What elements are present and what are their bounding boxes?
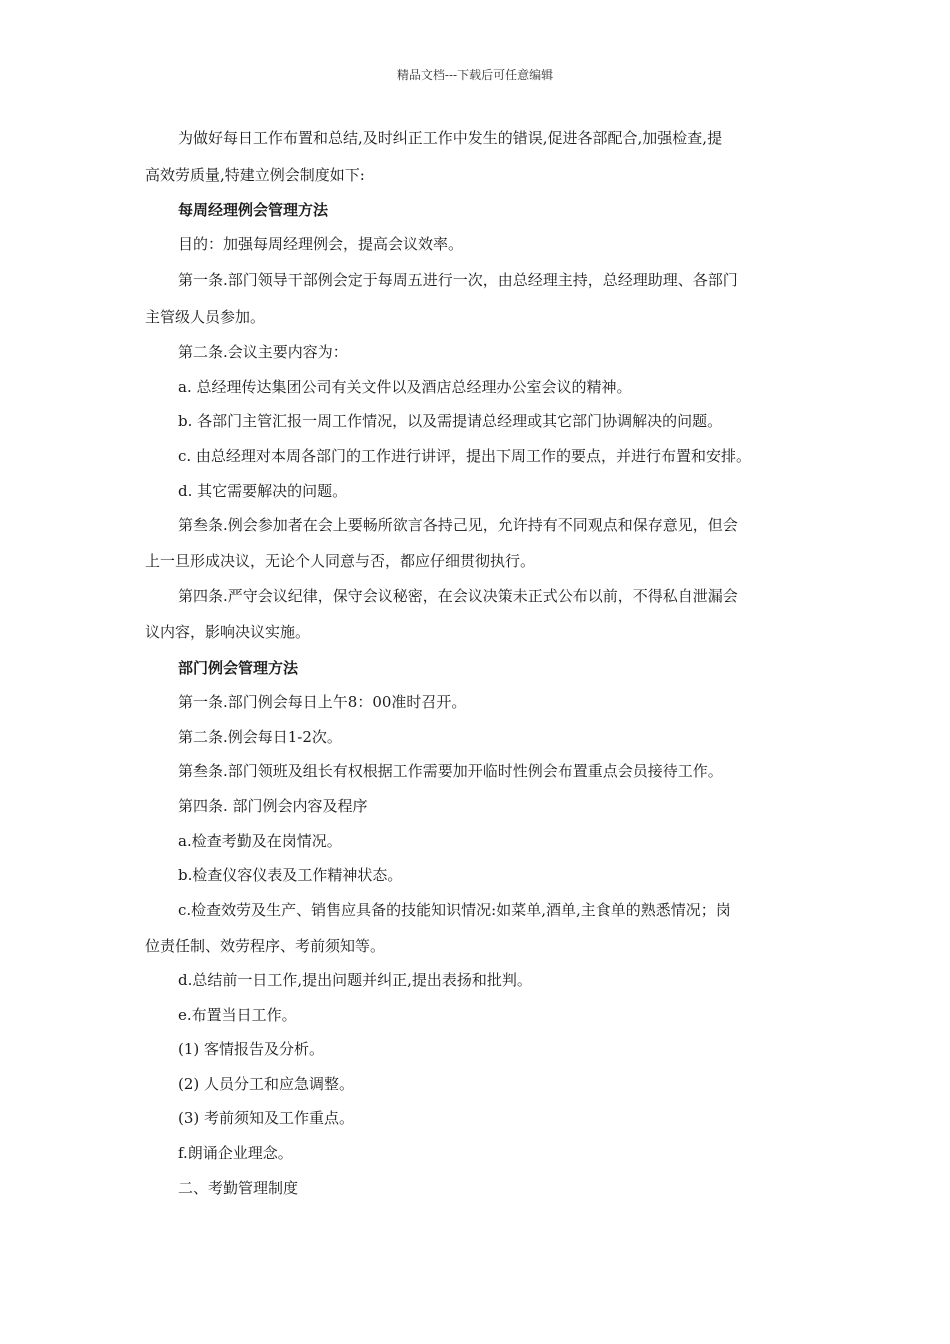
list-item: c.检查效劳及生产、销售应具备的技能知识情况:如菜单,酒单,主食单的熟悉情况；岗	[178, 901, 731, 919]
list-item: (1) 客情报告及分析。	[178, 1040, 325, 1058]
article-line: 议内容，影响决议实施。	[145, 623, 311, 641]
purpose-line: 目的：加强每周经理例会，提高会议效率。	[178, 235, 464, 253]
article-line: 第叁条.例会参加者在会上要畅所欲言各持己见，允许持有不同观点和保存意见，但会	[178, 516, 738, 534]
list-item: (2) 人员分工和应急调整。	[178, 1075, 355, 1093]
list-item: f.朗诵企业理念。	[178, 1144, 293, 1162]
list-item: a.检查考勤及在岗情况。	[178, 832, 342, 850]
list-item: a. 总经理传达集团公司有关文件以及酒店总经理办公室会议的精神。	[178, 378, 632, 396]
page-header: 精品文档---下载后可任意编辑	[396, 68, 554, 82]
section-title-attendance: 二、考勤管理制度	[178, 1179, 299, 1197]
article-line: 第四条.严守会议纪律，保守会议秘密，在会议决策未正式公布以前，不得私自泄漏会	[178, 587, 738, 605]
list-item: b. 各部门主管汇报一周工作情况，以及需提请总经理或其它部门协调解决的问题。	[178, 412, 723, 430]
article-line: 第二条.会议主要内容为：	[178, 343, 348, 361]
intro-line-2: 高效劳质量,特建立例会制度如下:	[145, 166, 365, 184]
intro-line-1: 为做好每日工作布置和总结,及时纠正工作中发生的错误,促进各部配合,加强检查,提	[178, 129, 723, 147]
section-title-department: 部门例会管理方法	[178, 659, 299, 677]
article-line: 上一旦形成决议，无论个人同意与否，都应仔细贯彻执行。	[145, 552, 536, 570]
article-line: 第一条.部门领导干部例会定于每周五进行一次，由总经理主持，总经理助理、各部门	[178, 271, 738, 289]
list-item: d.总结前一日工作,提出问题并纠正,提出表扬和批判。	[178, 971, 532, 989]
article-line: 第二条.例会每日1-2次。	[178, 728, 342, 746]
list-item: b.检查仪容仪表及工作精神状态。	[178, 866, 403, 884]
list-item: d. 其它需要解决的问题。	[178, 482, 348, 500]
article-line: 主管级人员参加。	[145, 308, 266, 326]
article-line: 第叁条.部门领班及组长有权根据工作需要加开临时性例会布置重点会员接待工作。	[178, 762, 723, 780]
article-line: 第四条. 部门例会内容及程序	[178, 797, 368, 815]
list-item: 位责任制、效劳程序、考前须知等。	[145, 937, 386, 955]
article-line: 第一条.部门例会每日上午8：00准时召开。	[178, 693, 467, 711]
list-item: c. 由总经理对本周各部门的工作进行讲评，提出下周工作的要点，并进行布置和安排。	[178, 447, 751, 465]
list-item: (3) 考前须知及工作重点。	[178, 1109, 355, 1127]
list-item: e.布置当日工作。	[178, 1006, 297, 1024]
section-title-weekly: 每周经理例会管理方法	[178, 201, 329, 219]
